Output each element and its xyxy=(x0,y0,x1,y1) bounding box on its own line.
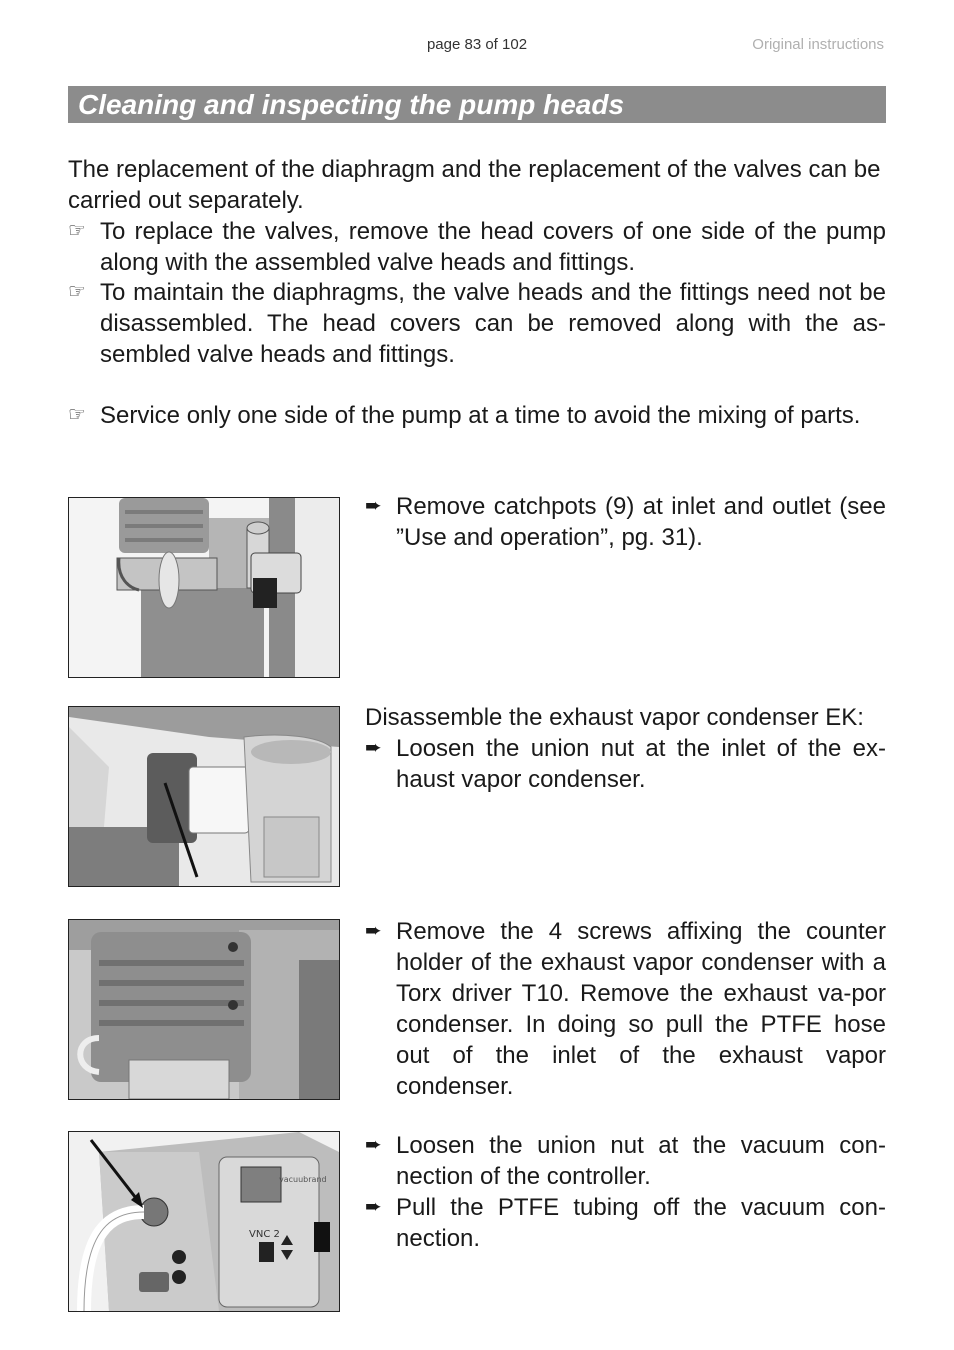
right-arrow-icon: ➨ xyxy=(365,920,382,942)
step-item xyxy=(365,491,886,553)
photo-controller-connection xyxy=(68,1131,340,1312)
hint-item xyxy=(68,400,886,431)
step-item xyxy=(365,733,886,795)
right-arrow-icon: ➨ xyxy=(365,495,382,517)
hint-text: To replace the valves, remove the head covers of one side of the pump along with the assembled valve heads and fittings. xyxy=(100,218,886,276)
hint-item xyxy=(68,277,886,370)
hint-item xyxy=(68,216,886,278)
section-title: Cleaning and inspecting the pump heads xyxy=(68,86,886,123)
pointing-hand-icon: ☞ xyxy=(68,220,86,242)
step-text: Remove the 4 screws affixing the counter holder of the exhaust vapor condenser with a Torx driver T10. Remove the exhaust va-por condenser. In doing so pull the PTFE hose out of the inlet of the exhaust vapor condenser. xyxy=(396,918,886,1100)
section-3-text xyxy=(365,916,886,1102)
controller-label: VNC 2 xyxy=(249,1229,280,1240)
section-2-text xyxy=(365,702,886,795)
hint-text: Service only one side of the pump at a time to avoid the mixing of parts. xyxy=(100,402,861,429)
step-item xyxy=(365,1192,886,1254)
right-arrow-icon: ➨ xyxy=(365,1134,382,1156)
photo-head-cover-screws xyxy=(68,919,340,1100)
photo-condenser-inlet xyxy=(68,706,340,887)
section-intro: Disassemble the exhaust vapor condenser EK: xyxy=(365,704,864,731)
right-arrow-icon: ➨ xyxy=(365,1196,382,1218)
photo-catchpots xyxy=(68,497,340,678)
brand-label: vacuubrand xyxy=(279,1175,327,1184)
step-item xyxy=(365,916,886,1102)
pointing-hand-icon: ☞ xyxy=(68,404,86,426)
step-item xyxy=(365,1130,886,1192)
hint-text: To maintain the diaphragms, the valve heads and the fittings need not be disassembled. The head covers can be removed along with the as-sembled valve heads and fittings. xyxy=(100,279,886,368)
page-number: page 83 of 102 xyxy=(426,36,528,53)
intro-paragraph: The replacement of the diaphragm and the replacement of the valves can be carried out separately. xyxy=(68,156,881,214)
pointing-hand-icon: ☞ xyxy=(68,281,86,303)
document-tag: Original instructions xyxy=(752,36,884,53)
step-text: Loosen the union nut at the inlet of the ex-haust vapor condenser. xyxy=(396,735,886,793)
right-arrow-icon: ➨ xyxy=(365,737,382,759)
step-text: Pull the PTFE tubing off the vacuum con-nection. xyxy=(396,1194,886,1252)
step-text: Remove catchpots (9) at inlet and outlet (see ”Use and operation”, pg. 31). xyxy=(396,493,886,551)
section-1-text xyxy=(365,491,886,553)
step-text: Loosen the union nut at the vacuum con-nection of the controller. xyxy=(396,1132,886,1190)
section-4-text xyxy=(365,1130,886,1254)
